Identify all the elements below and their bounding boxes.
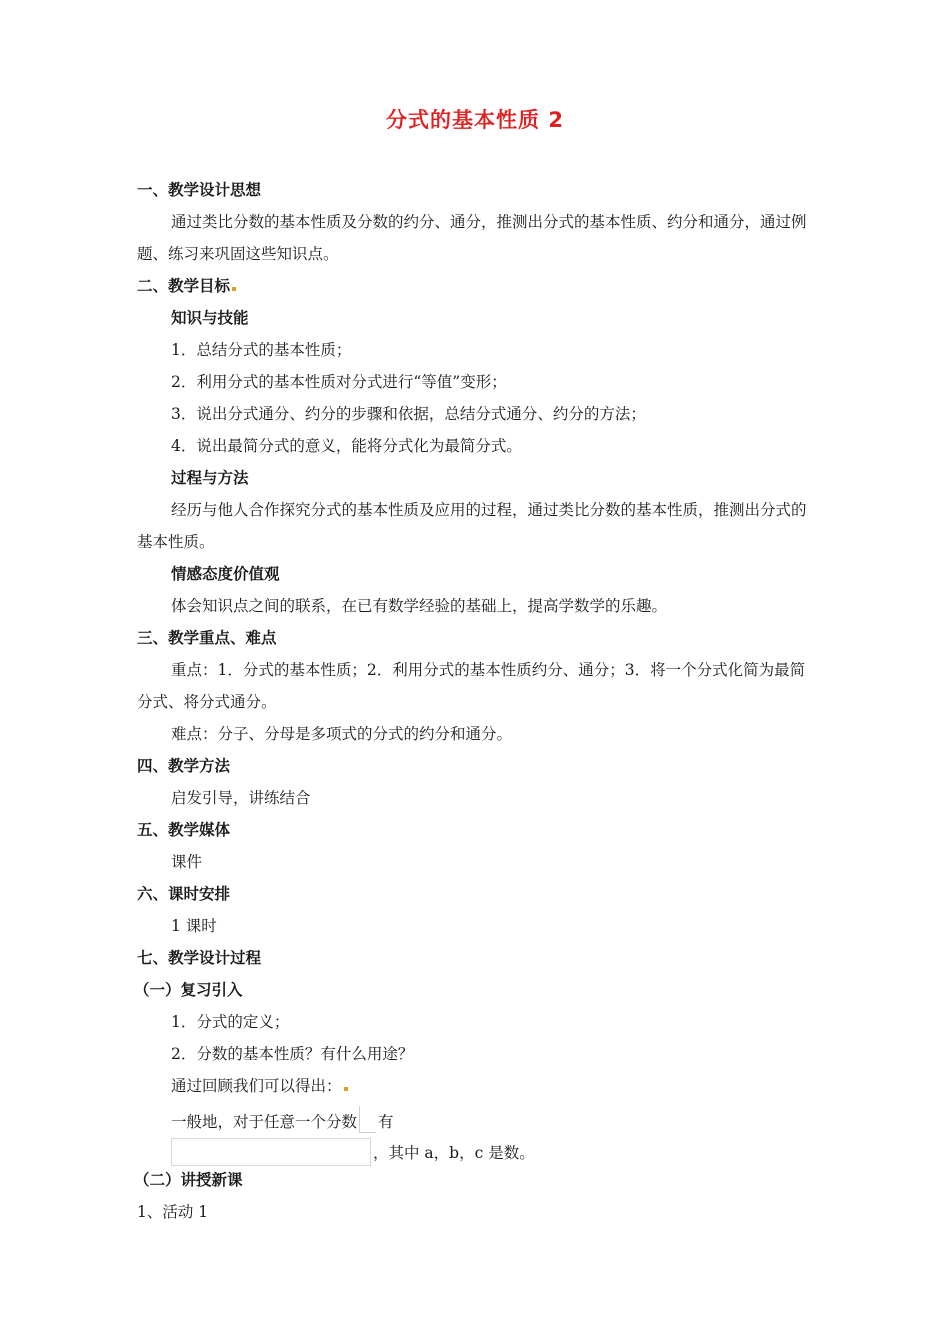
list-item: 4．说出最简分式的意义，能将分式化为最简分式。	[171, 437, 522, 455]
section-heading-2: 二、教学目标	[137, 277, 231, 295]
subheading: （二）讲授新课	[134, 1171, 243, 1189]
paragraph: 启发引导，讲练结合	[171, 789, 311, 807]
paragraph: 基本性质。	[137, 533, 215, 551]
paragraph: 体会知识点之间的联系，在已有数学经验的基础上，提高学数学的乐趣。	[171, 597, 668, 615]
paragraph: 1、活动 1	[137, 1203, 209, 1221]
fraction-placeholder	[359, 1106, 376, 1133]
paragraph: 分式、将分式通分。	[137, 693, 277, 711]
section-heading-7: 七、教学设计过程	[137, 949, 262, 967]
section-heading-2-row	[137, 276, 236, 296]
paragraph-row	[171, 1138, 535, 1166]
list-item: 2．利用分式的基本性质对分式进行“等值”变形；	[171, 373, 507, 391]
section-heading-1: 一、教学设计思想	[137, 181, 262, 199]
list-item: 2．分数的基本性质？有什么用途？	[171, 1045, 414, 1063]
paragraph: 有	[378, 1113, 394, 1131]
paragraph: 题、练习来巩固这些知识点。	[137, 245, 339, 263]
marker-dot	[344, 1087, 348, 1091]
list-item: 1．分式的定义；	[171, 1013, 290, 1031]
paragraph-row	[171, 1076, 348, 1096]
equation-placeholder	[171, 1138, 371, 1166]
paragraph: 重点：1．分式的基本性质；2．利用分式的基本性质约分、通分；3．将一个分式化简为最简	[171, 661, 806, 679]
list-item: 3．说出分式通分、约分的步骤和依据，总结分式通分、约分的方法；	[171, 405, 646, 423]
document-title: 分式的基本性质 2	[386, 108, 564, 132]
marker-dot	[232, 287, 236, 291]
section-heading-3: 三、教学重点、难点	[137, 629, 277, 647]
paragraph-row	[171, 1106, 394, 1133]
paragraph: 课件	[171, 853, 203, 871]
paragraph: 一般地，对于任意一个分数	[171, 1113, 358, 1131]
subheading: 知识与技能	[171, 309, 249, 327]
paragraph: ，其中 a，b，c 是数。	[373, 1144, 535, 1162]
paragraph: 难点：分子、分母是多项式的分式的约分和通分。	[171, 725, 513, 743]
paragraph: 通过类比分数的基本性质及分数的约分、通分，推测出分式的基本性质、约分和通分，通过例	[171, 213, 807, 231]
section-heading-6: 六、课时安排	[137, 885, 231, 903]
subheading: 情感态度价值观	[171, 565, 280, 583]
subheading: （一）复习引入	[134, 981, 243, 999]
paragraph: 1 课时	[171, 917, 217, 935]
paragraph: 通过回顾我们可以得出：	[171, 1077, 342, 1095]
section-heading-4: 四、教学方法	[137, 757, 231, 775]
subheading: 过程与方法	[171, 469, 249, 487]
section-heading-5: 五、教学媒体	[137, 821, 231, 839]
paragraph: 经历与他人合作探究分式的基本性质及应用的过程，通过类比分数的基本性质，推测出分式的	[171, 501, 807, 519]
list-item: 1．总结分式的基本性质；	[171, 341, 352, 359]
